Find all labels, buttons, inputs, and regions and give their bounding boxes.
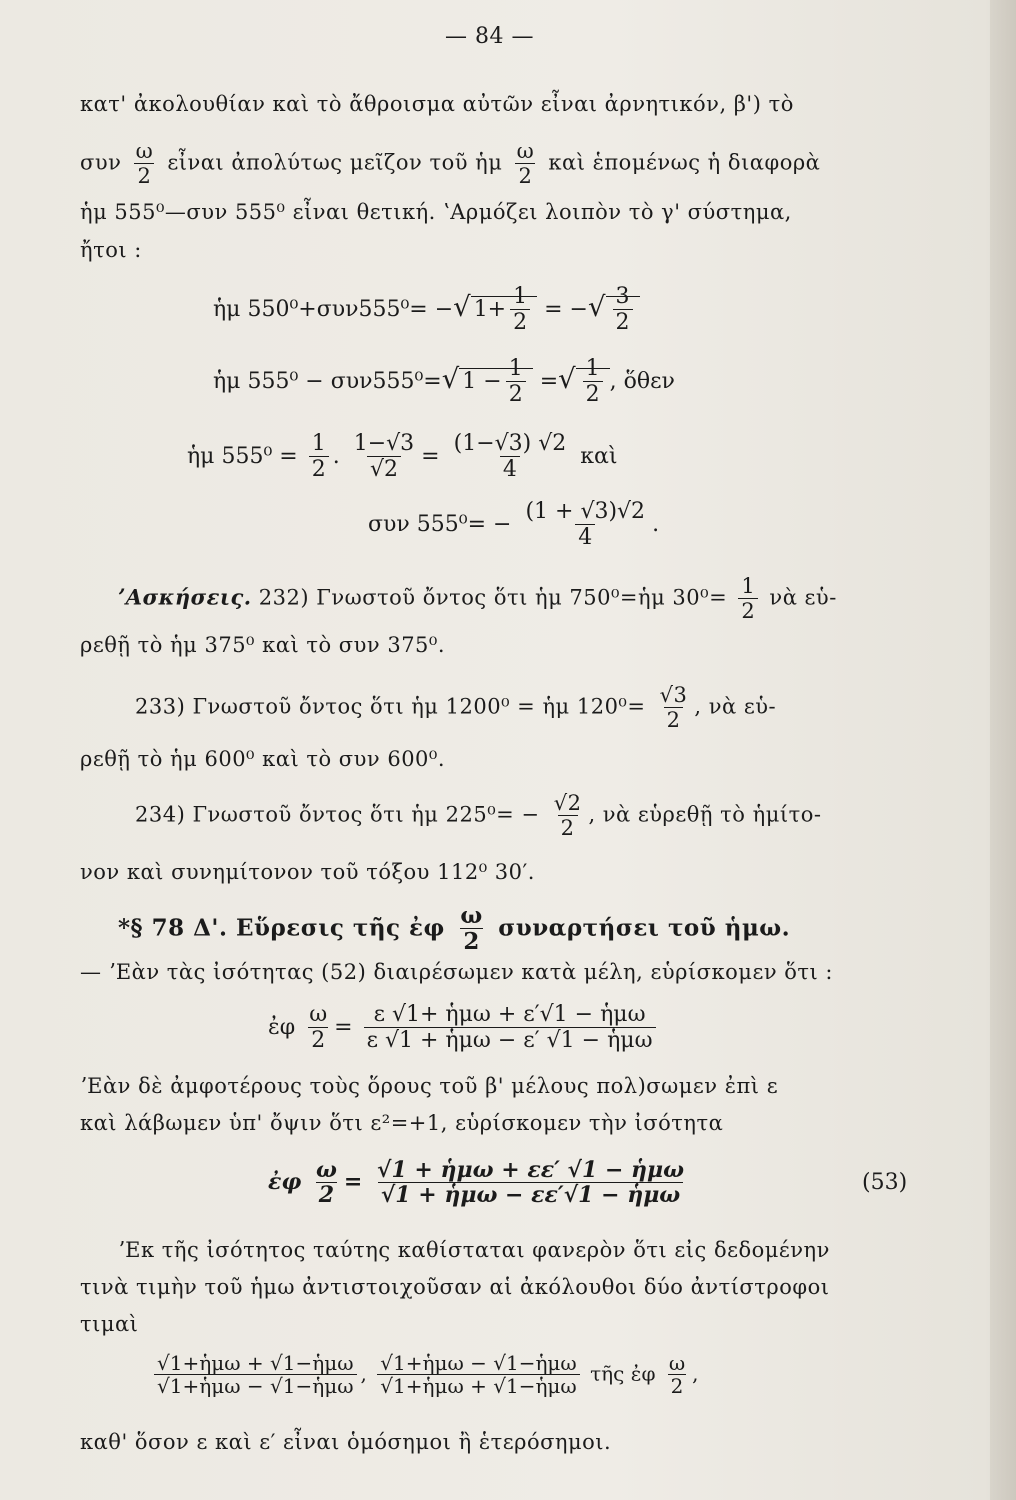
denominator: 2	[668, 1374, 687, 1398]
fraction	[457, 903, 485, 956]
numerator: (1−√3) √2	[453, 431, 567, 456]
page-edge	[990, 0, 1016, 1500]
text-span: 1+	[473, 297, 507, 323]
numerator: ε √1+ ἡμω + ε′√1 − ἡμω	[373, 1002, 646, 1027]
numerator: 1	[585, 356, 600, 381]
text-span: ἐφ	[268, 1169, 302, 1196]
fraction	[451, 432, 570, 482]
text-span: ἐφ	[268, 1015, 296, 1041]
text-span: εἶναι ἀπολύτως μεῖζον τοῦ ἡμ	[167, 150, 503, 175]
numerator: ω	[135, 139, 154, 163]
numerator: ω	[668, 1351, 686, 1375]
numerator: 1	[741, 574, 756, 598]
denominator: √2	[367, 456, 401, 482]
text-span: , νὰ εὑρεθῇ τὸ ἡμίτο-	[588, 802, 822, 827]
text-span: , ὅθεν	[609, 369, 675, 395]
text-span: *§ 78 Δ'. Εὕρεσις τῆς ἐφ	[118, 914, 445, 942]
exercises-heading: ʼΑσκήσεις.	[118, 584, 252, 610]
denominator: ε √1 + ἡμω − ε′ √1 − ἡμω	[364, 1027, 656, 1053]
text-line: καὶ λάβωμεν ὑπ' ὄψιν ὅτι ε²=+1, εὑρίσκομεν τὴν ἰσότητα	[80, 1111, 724, 1135]
denominator: 2	[308, 1027, 328, 1053]
numerator: 3	[615, 284, 630, 309]
fraction	[613, 285, 633, 335]
text-span: = −	[544, 297, 588, 323]
fraction	[551, 792, 585, 840]
equation-3: ἡμ 555⁰ = $\frac{1}{2}$ . $\frac{1-√3}{√2}$ = $\frac{(1-√3) √2}{4}$ καὶ	[187, 431, 618, 483]
text-line: καθ' ὅσον ε καὶ ε′ εἶναι ὁμόσημοι ἢ ἑτερόσημοι.	[80, 1430, 612, 1454]
text-span: συναρτήσει τοῦ ἡμω.	[498, 914, 791, 942]
text-span: ἡμ 550⁰+συν555⁰= −	[213, 297, 454, 323]
page-number: — 84 —	[445, 24, 534, 49]
fraction	[583, 357, 603, 407]
numerator: √2	[553, 791, 582, 815]
denominator: 2	[738, 598, 758, 623]
numerator: √3	[659, 683, 688, 707]
fraction	[133, 140, 157, 188]
numerator: √1+ἡμω + √1−ἡμω	[157, 1351, 354, 1375]
denominator: 2	[316, 1182, 337, 1208]
text-span: 232) Γνωστοῦ ὄντος ὅτι ἡμ 750⁰=ἡμ 30⁰=	[258, 585, 728, 610]
fraction	[351, 432, 417, 482]
radicand	[471, 284, 537, 336]
numerator: ω	[309, 1002, 328, 1027]
exercise-232	[118, 575, 837, 623]
numerator: 1	[311, 431, 326, 456]
denominator: 2	[515, 163, 535, 188]
fraction	[374, 1158, 687, 1208]
numerator: 1−√3	[353, 431, 415, 456]
numerator: 1	[513, 284, 528, 309]
fraction	[510, 285, 530, 335]
text-span: νὰ εὑ-	[769, 585, 837, 610]
text-span: ἡμ 555⁰ − συν555⁰=	[213, 369, 442, 395]
denominator: 2	[510, 309, 530, 335]
text-line	[80, 140, 820, 188]
equation-A: ἐφ $\frac{\omega}{2}$ = $\frac{\text{ε √1+ ἡμω + ε′√1 − ἡμω}}{\text{ε √1 + ἡμω − ε′ √1 − ἡμω}}$	[268, 1003, 660, 1053]
exercise-234	[135, 792, 821, 840]
text-span: καὶ ἑπομένως ἡ διαφορὰ	[548, 150, 821, 175]
text-line: τιμαὶ	[80, 1312, 139, 1336]
text-line: ρεθῇ τὸ ἡμ 600⁰ καὶ τὸ συν 600⁰.	[80, 747, 446, 771]
numerator: √1+ἡμω − √1−ἡμω	[380, 1351, 577, 1375]
text-span: , νὰ εὑ-	[694, 694, 777, 719]
equation-4: συν 555⁰= − $\frac{(1 + √3)√2}{4}$ .	[368, 499, 660, 551]
denominator: 2	[460, 928, 483, 955]
text-span: 233) Γνωστοῦ ὄντος ὅτι ἡμ 1200⁰ = ἡμ 120⁰=	[135, 694, 646, 719]
radical-sign: √	[558, 363, 576, 396]
text-line: ἡμ 555⁰—συν 555⁰ εἶναι θετική. ʽΑρμόζει λοιπὸν τὸ γ' σύστημα,	[80, 200, 792, 224]
text-span: 1 −	[462, 369, 502, 395]
text-span: συν	[80, 150, 122, 175]
denominator: 4	[575, 524, 595, 550]
text-span: ἡμ 555⁰ =	[187, 444, 298, 470]
text-line: ʼΕὰν δὲ ἀμφοτέρους τοὺς ὅρους τοῦ β' μέλους πολ)σωμεν ἐπὶ ε	[80, 1074, 779, 1098]
radicand	[459, 356, 532, 408]
exercise-233	[135, 684, 776, 732]
fraction	[313, 1158, 340, 1208]
fraction	[522, 500, 648, 550]
radical-sign: √	[441, 363, 460, 396]
fraction	[657, 684, 691, 732]
fraction	[377, 1352, 580, 1398]
denominator: 2	[506, 381, 526, 407]
numerator: ω	[460, 902, 483, 929]
denominator: 2	[613, 309, 633, 335]
radical-sign: √	[588, 291, 606, 324]
radicand	[576, 356, 610, 408]
fraction	[506, 357, 526, 407]
fraction	[364, 1003, 656, 1053]
text-span: 234) Γνωστοῦ ὄντος ὅτι ἡμ 225⁰= −	[135, 802, 540, 827]
fraction	[738, 575, 758, 623]
equation-B: ἐφ $\frac{\omega}{2}$ = $\frac{\text{√1 + ἡμω + εε′ √1 − ἡμω}}{\text{√1 + ἡμω − εε′√1 − ἡμω}}$	[268, 1158, 691, 1208]
text-line: ρεθῇ τὸ ἡμ 375⁰ καὶ τὸ συν 375⁰.	[80, 633, 446, 657]
equation-1	[213, 285, 640, 335]
equation-number: (53)	[862, 1170, 908, 1195]
text-line: κατ' ἀκολουθίαν καὶ τὸ ἄθροισμα αὐτῶν εἶναι ἀρνητικόν, β') τὸ	[80, 92, 794, 116]
denominator: 2	[583, 381, 603, 407]
denominator: 2	[309, 456, 329, 482]
text-line: νον καὶ συνημίτονον τοῦ τόξου 112⁰ 30′.	[80, 860, 535, 884]
numerator: (1 + √3)√2	[525, 499, 646, 524]
numerator: √1 + ἡμω + εε′ √1 − ἡμω	[377, 1157, 685, 1183]
fraction	[309, 432, 329, 482]
text-span: καὶ	[580, 444, 618, 470]
denominator: √1+ἡμω + √1−ἡμω	[377, 1374, 580, 1398]
numerator: ω	[516, 139, 535, 163]
equation-2	[213, 357, 675, 407]
fraction	[514, 140, 538, 188]
text-span: =	[539, 369, 559, 395]
denominator: 2	[558, 815, 578, 840]
text-line: ʼΕκ τῆς ἰσότητος ταύτης καθίσταται φανερὸν ὅτι εἰς δεδομένην	[118, 1238, 830, 1262]
numerator: 1	[508, 356, 523, 381]
denominator: 4	[500, 456, 520, 482]
text-line: ἤτοι :	[80, 238, 142, 262]
radicand	[606, 284, 640, 336]
text-line: — ʼΕὰν τὰς ἰσότητας (52) διαιρέσωμεν κατὰ μέλη, εὑρίσκομεν ὅτι :	[80, 960, 834, 984]
text-span: τῆς ἐφ	[590, 1361, 656, 1386]
denominator: √1 + ἡμω − εε′√1 − ἡμω	[378, 1182, 683, 1208]
equation-C: $\frac{\text{√1+ἡμω + √1−ἡμω}}{\text{√1+ἡμω − √1−ἡμω}}$ , $\frac{\text{√1+ἡμω − √1−ἡμω}}{\text{√1+ἡμω + √1−ἡμω}}$ τῆς ἐφ $\frac{\omega}{2}$ ,	[150, 1352, 698, 1398]
denominator: 2	[664, 707, 684, 732]
numerator: ω	[315, 1157, 337, 1183]
section-title	[118, 903, 790, 956]
fraction	[306, 1003, 330, 1053]
radical-sign: √	[453, 291, 471, 324]
text-line: τινὰ τιμὴν τοῦ ἡμω ἀντιστοιχοῦσαν αἱ ἀκόλουθοι δύο ἀντίστροφοι	[80, 1275, 830, 1299]
fraction	[154, 1352, 357, 1398]
fraction	[666, 1352, 688, 1398]
denominator: √1+ἡμω − √1−ἡμω	[154, 1374, 357, 1398]
denominator: 2	[134, 163, 154, 188]
text-span: συν 555⁰= −	[368, 512, 512, 538]
